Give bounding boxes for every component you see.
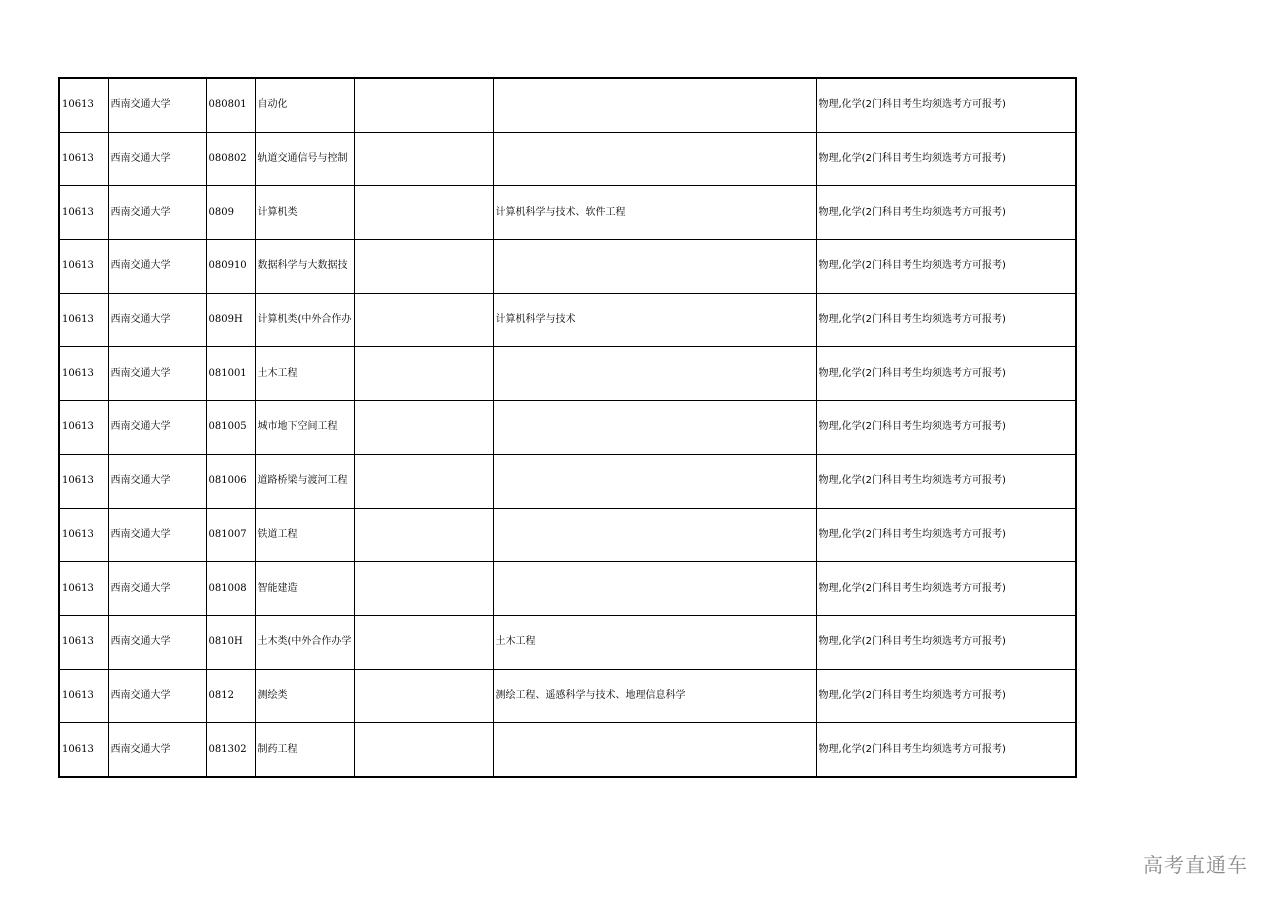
school-code-cell: 10613 xyxy=(59,186,108,240)
note-cell xyxy=(354,723,493,777)
note-cell xyxy=(354,347,493,401)
table-row xyxy=(59,723,1076,777)
major-code-cell: 081008 xyxy=(206,562,255,616)
major-code-cell: 0809H xyxy=(206,293,255,347)
included-majors-cell xyxy=(493,401,816,455)
included-majors-cell: 测绘工程、遥感科学与技术、地理信息科学 xyxy=(493,669,816,723)
subject-requirement-cell: 物理,化学(2门科目考生均须选考方可报考) xyxy=(816,347,1076,401)
admission-requirements-table xyxy=(58,77,1077,778)
major-code-cell: 081302 xyxy=(206,723,255,777)
school-name-cell: 西南交通大学 xyxy=(108,508,206,562)
major-name-cell: 测绘类 xyxy=(255,669,354,723)
major-name-cell: 计算机类(中外合作办 xyxy=(255,293,354,347)
subject-requirement-cell: 物理,化学(2门科目考生均须选考方可报考) xyxy=(816,669,1076,723)
major-name-cell: 计算机类 xyxy=(255,186,354,240)
school-code-cell: 10613 xyxy=(59,454,108,508)
subject-requirement-cell: 物理,化学(2门科目考生均须选考方可报考) xyxy=(816,562,1076,616)
subject-requirement-cell: 物理,化学(2门科目考生均须选考方可报考) xyxy=(816,615,1076,669)
school-name-cell: 西南交通大学 xyxy=(108,293,206,347)
school-code-cell: 10613 xyxy=(59,615,108,669)
school-code-cell: 10613 xyxy=(59,78,108,132)
note-cell xyxy=(354,132,493,186)
major-code-cell: 0809 xyxy=(206,186,255,240)
note-cell xyxy=(354,78,493,132)
included-majors-cell: 土木工程 xyxy=(493,615,816,669)
table-row xyxy=(59,669,1076,723)
major-code-cell: 080802 xyxy=(206,132,255,186)
school-code-cell: 10613 xyxy=(59,723,108,777)
major-name-cell: 数据科学与大数据技 xyxy=(255,240,354,294)
note-cell xyxy=(354,454,493,508)
major-name-cell: 铁道工程 xyxy=(255,508,354,562)
school-code-cell: 10613 xyxy=(59,401,108,455)
subject-requirement-cell: 物理,化学(2门科目考生均须选考方可报考) xyxy=(816,240,1076,294)
table-row xyxy=(59,401,1076,455)
included-majors-cell xyxy=(493,562,816,616)
subject-requirement-cell: 物理,化学(2门科目考生均须选考方可报考) xyxy=(816,293,1076,347)
major-code-cell: 081001 xyxy=(206,347,255,401)
table-row xyxy=(59,78,1076,132)
subject-requirement-cell: 物理,化学(2门科目考生均须选考方可报考) xyxy=(816,132,1076,186)
school-name-cell: 西南交通大学 xyxy=(108,454,206,508)
major-name-cell: 土木工程 xyxy=(255,347,354,401)
included-majors-cell xyxy=(493,78,816,132)
subject-requirement-cell: 物理,化学(2门科目考生均须选考方可报考) xyxy=(816,723,1076,777)
note-cell xyxy=(354,240,493,294)
included-majors-cell: 计算机科学与技术、软件工程 xyxy=(493,186,816,240)
included-majors-cell xyxy=(493,454,816,508)
table-row xyxy=(59,454,1076,508)
school-code-cell: 10613 xyxy=(59,240,108,294)
note-cell xyxy=(354,186,493,240)
major-name-cell: 城市地下空间工程 xyxy=(255,401,354,455)
school-code-cell: 10613 xyxy=(59,669,108,723)
table-row xyxy=(59,347,1076,401)
school-name-cell: 西南交通大学 xyxy=(108,562,206,616)
table-row xyxy=(59,508,1076,562)
table-row xyxy=(59,132,1076,186)
major-name-cell: 自动化 xyxy=(255,78,354,132)
major-code-cell: 0812 xyxy=(206,669,255,723)
included-majors-cell xyxy=(493,723,816,777)
table-row xyxy=(59,562,1076,616)
table-row xyxy=(59,186,1076,240)
note-cell xyxy=(354,293,493,347)
table-row xyxy=(59,615,1076,669)
school-name-cell: 西南交通大学 xyxy=(108,615,206,669)
note-cell xyxy=(354,669,493,723)
note-cell xyxy=(354,562,493,616)
subject-requirement-cell: 物理,化学(2门科目考生均须选考方可报考) xyxy=(816,78,1076,132)
school-name-cell: 西南交通大学 xyxy=(108,132,206,186)
major-code-cell: 0810H xyxy=(206,615,255,669)
subject-requirement-cell: 物理,化学(2门科目考生均须选考方可报考) xyxy=(816,508,1076,562)
school-name-cell: 西南交通大学 xyxy=(108,240,206,294)
table-row xyxy=(59,240,1076,294)
major-name-cell: 道路桥梁与渡河工程 xyxy=(255,454,354,508)
included-majors-cell xyxy=(493,240,816,294)
included-majors-cell xyxy=(493,347,816,401)
major-name-cell: 智能建造 xyxy=(255,562,354,616)
school-code-cell: 10613 xyxy=(59,293,108,347)
major-name-cell: 制药工程 xyxy=(255,723,354,777)
school-name-cell: 西南交通大学 xyxy=(108,401,206,455)
note-cell xyxy=(354,401,493,455)
subject-requirement-cell: 物理,化学(2门科目考生均须选考方可报考) xyxy=(816,401,1076,455)
included-majors-cell: 计算机科学与技术 xyxy=(493,293,816,347)
major-code-cell: 081007 xyxy=(206,508,255,562)
major-name-cell: 土木类(中外合作办学 xyxy=(255,615,354,669)
subject-requirement-cell: 物理,化学(2门科目考生均须选考方可报考) xyxy=(816,454,1076,508)
major-code-cell: 081005 xyxy=(206,401,255,455)
school-name-cell: 西南交通大学 xyxy=(108,669,206,723)
included-majors-cell xyxy=(493,508,816,562)
included-majors-cell xyxy=(493,132,816,186)
school-code-cell: 10613 xyxy=(59,132,108,186)
school-code-cell: 10613 xyxy=(59,562,108,616)
note-cell xyxy=(354,615,493,669)
school-code-cell: 10613 xyxy=(59,347,108,401)
subject-requirement-cell: 物理,化学(2门科目考生均须选考方可报考) xyxy=(816,186,1076,240)
watermark-text: 高考直通车 xyxy=(1143,853,1248,877)
school-name-cell: 西南交通大学 xyxy=(108,723,206,777)
school-name-cell: 西南交通大学 xyxy=(108,78,206,132)
school-code-cell: 10613 xyxy=(59,508,108,562)
school-name-cell: 西南交通大学 xyxy=(108,186,206,240)
school-name-cell: 西南交通大学 xyxy=(108,347,206,401)
major-code-cell: 080910 xyxy=(206,240,255,294)
major-code-cell: 081006 xyxy=(206,454,255,508)
major-code-cell: 080801 xyxy=(206,78,255,132)
note-cell xyxy=(354,508,493,562)
table-body xyxy=(59,78,1076,777)
table-row xyxy=(59,293,1076,347)
major-name-cell: 轨道交通信号与控制 xyxy=(255,132,354,186)
